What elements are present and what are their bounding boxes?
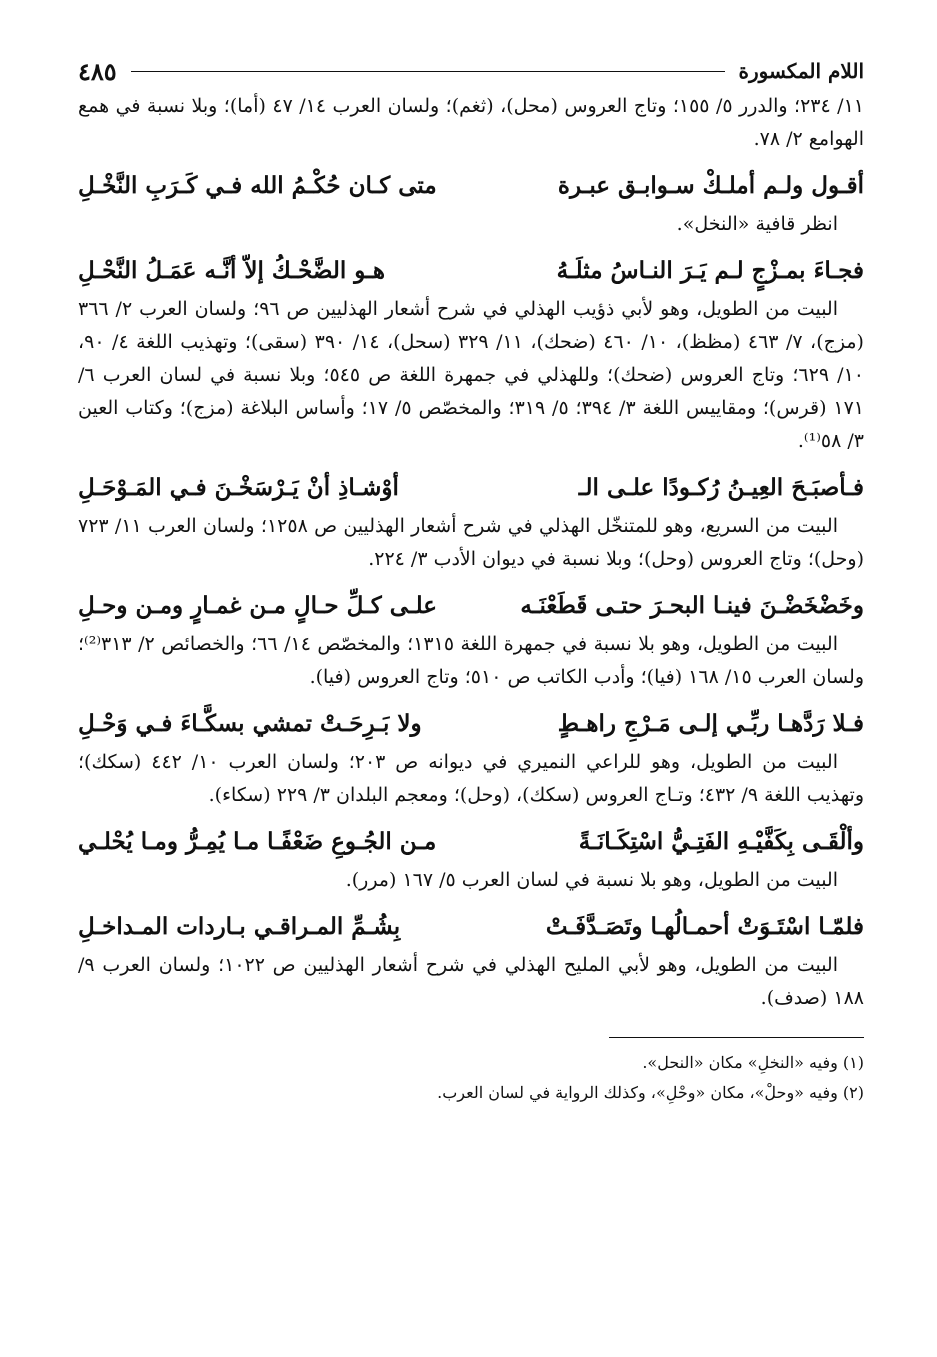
verse-second-hemistich: علـى كـلِّ حـالٍ مـن غمـارٍ ومـن وحـلِ [78,592,437,619]
header-rule [131,71,725,72]
page-header [78,52,864,90]
verse-citation: البيت من الطويل، وهو للراعي النميري في ديوانه ص ٢٠٣؛ ولسان العرب ١٠/ ٤٤٢ (سكك)؛ وتهذيب اللغة ٩/ ٤٣٢؛ وتـاج العروس (سكك)، (وحل)؛ ومعجم البلدان ٣/ ٢٢٩ (سكاء). [78,751,864,806]
verse-second-hemistich: أوْشـاذِ أنْ يَـرْسَخْـنَ فـي المَـوْحَـلِ [78,474,399,501]
verse-entry [78,466,864,576]
verse-first-hemistich: فـأصبَـحَ العِيـنُ رُكـودًا علـى الـ [578,474,864,501]
verse-citation: انظر قافية «النخل». [676,213,838,235]
chapter-title: اللام المكسورة [738,59,864,83]
verse-line [78,466,864,510]
footnote-2: (٢) وفيه «وحلْ»، مكان «وحْلِ»، وكذلك الرواية في لسان العرب. [437,1083,864,1102]
verse-line [78,905,864,949]
verse-second-hemistich: مـن الجُـوعِ ضَعْفًـا مـا يُمِـرُّ ومـا يُحْلـي [78,828,437,855]
verse-first-hemistich: فجـاءَ بمـزْجٍ لـم يَـرَ النـاسُ مثلَـهُ [556,257,864,284]
verse-second-hemistich: هـو الضَّحْـكُ إلاّ أنَّـه عَمَـلُ النَّحْـلِ [78,257,385,284]
verse-entry [78,702,864,812]
verse-first-hemistich: فلمّـا اسْتَـوَتْ أحمـالُهـا وتَصَـدَّفَـتْ [545,913,864,940]
book-page [78,52,864,1108]
verse-line [78,249,864,293]
verse-first-hemistich: وألْقَـى بِكَفَّيْـهِ الفَتِـيُّ اسْتِكَـانَـةً [578,828,864,855]
footnote-rule [609,1037,864,1038]
verse-entry [78,164,864,241]
verse-line [78,702,864,746]
page-number: ٤٨٥ [78,56,117,86]
verse-citation: البيت من الطويل، وهو بلا نسبة في لسان العرب ٥/ ١٦٧ (مرر). [345,869,838,891]
verse-first-hemistich: أقـول ولـم أملـكْ سـوابـق عبـرة [557,172,864,199]
footnote-1: (١) وفيه «النخلِ» مكان «النحل». [642,1053,864,1072]
verse-line [78,584,864,628]
intro-citation: ١١/ ٢٣٤؛ والدرر ٥/ ١٥٥؛ وتاج العروس (محل)، (ثغم)؛ ولسان العرب ١٤/ ٤٧ (أما)؛ وبلا نسبة في همع الهوامع ٢/ ٧٨. [78,95,864,150]
verse-line [78,820,864,864]
verse-citation: البيت من الطويل، وهو لأبي ذؤيب الهذلي في شرح أشعار الهذليين ص ٩٦؛ ولسان العرب ٢/ ٣٦٦ (مزج)، ٧/ ٤٦٣ (مظظ)، ١٠/ ٤٦٠ (ضحك)، ١١/ ٣٢٩ (سحل)، ١٤/ ٣٩٠ (سقى)؛ وتهذيب اللغة ٤/ ٩٠، ١٠/ ٦٢٩؛ وتاج العروس (ضحك)؛ وللهذلي في جمهرة اللغة ص ٥٤٥؛ وبلا نسبة في لسان العرب ٦/ ١٧١ (قرس)؛ ومقاييس اللغة ٣/ ٣٩٤؛ ٥/ ٣١٩؛ والمخصّص ٥/ ١٧؛ وأساس البلاغة (مزج)؛ وكتاب العين ٣/ ٥٨⁽¹⁾. [78,298,864,452]
verse-citation: البيت من الطويل، وهو بلا نسبة في جمهرة اللغة ١٣١٥؛ والمخصّص ١٤/ ٦٦؛ والخصائص ٢/ ٣١٣⁽²⁾؛ ولسان العرب ١٥/ ١٦٨ (فيا)؛ وأدب الكاتب ص ٥١٠؛ وتاج العروس (فيا). [78,633,864,688]
verse-second-hemistich: متى كـان حُكْـمُ الله فـي كَـرَبِ النَّخْـلِ [78,172,437,199]
verse-second-hemistich: ولا بَـرِحَـتْ تمشي بسكَّـاءَ فـي وَحْـلِ [78,710,422,737]
verse-first-hemistich: فـلا رَدَّهـا ربِّـي إلـى مَـرْجِ راهـطٍ [557,710,864,737]
verse-second-hemistich: بِشُـمِّ المـراقـي بـاردات المـداخـلِ [78,913,401,940]
verse-entry [78,249,864,458]
verse-citation: البيت من السريع، وهو للمتنخّل الهذلي في شرح أشعار الهذليين ص ١٢٥٨؛ ولسان العرب ١١/ ٧٢٣ (وحل)؛ وتاج العروس (وحل)؛ وبلا نسبة في ديوان الأدب ٣/ ٢٢٤. [78,515,864,570]
verse-entry [78,584,864,694]
verse-entry [78,905,864,1015]
verse-entry [78,820,864,897]
verse-first-hemistich: وخَضْخَضْـنَ فينـا البحـرَ حتـى قَطَعْنَـه [520,592,864,619]
verse-line [78,164,864,208]
verse-citation: البيت من الطويل، وهو لأبي المليح الهذلي في شرح أشعار الهذليين ص ١٠٢٢؛ ولسان العرب ٩/ ١٨٨ (صدف). [78,954,864,1009]
